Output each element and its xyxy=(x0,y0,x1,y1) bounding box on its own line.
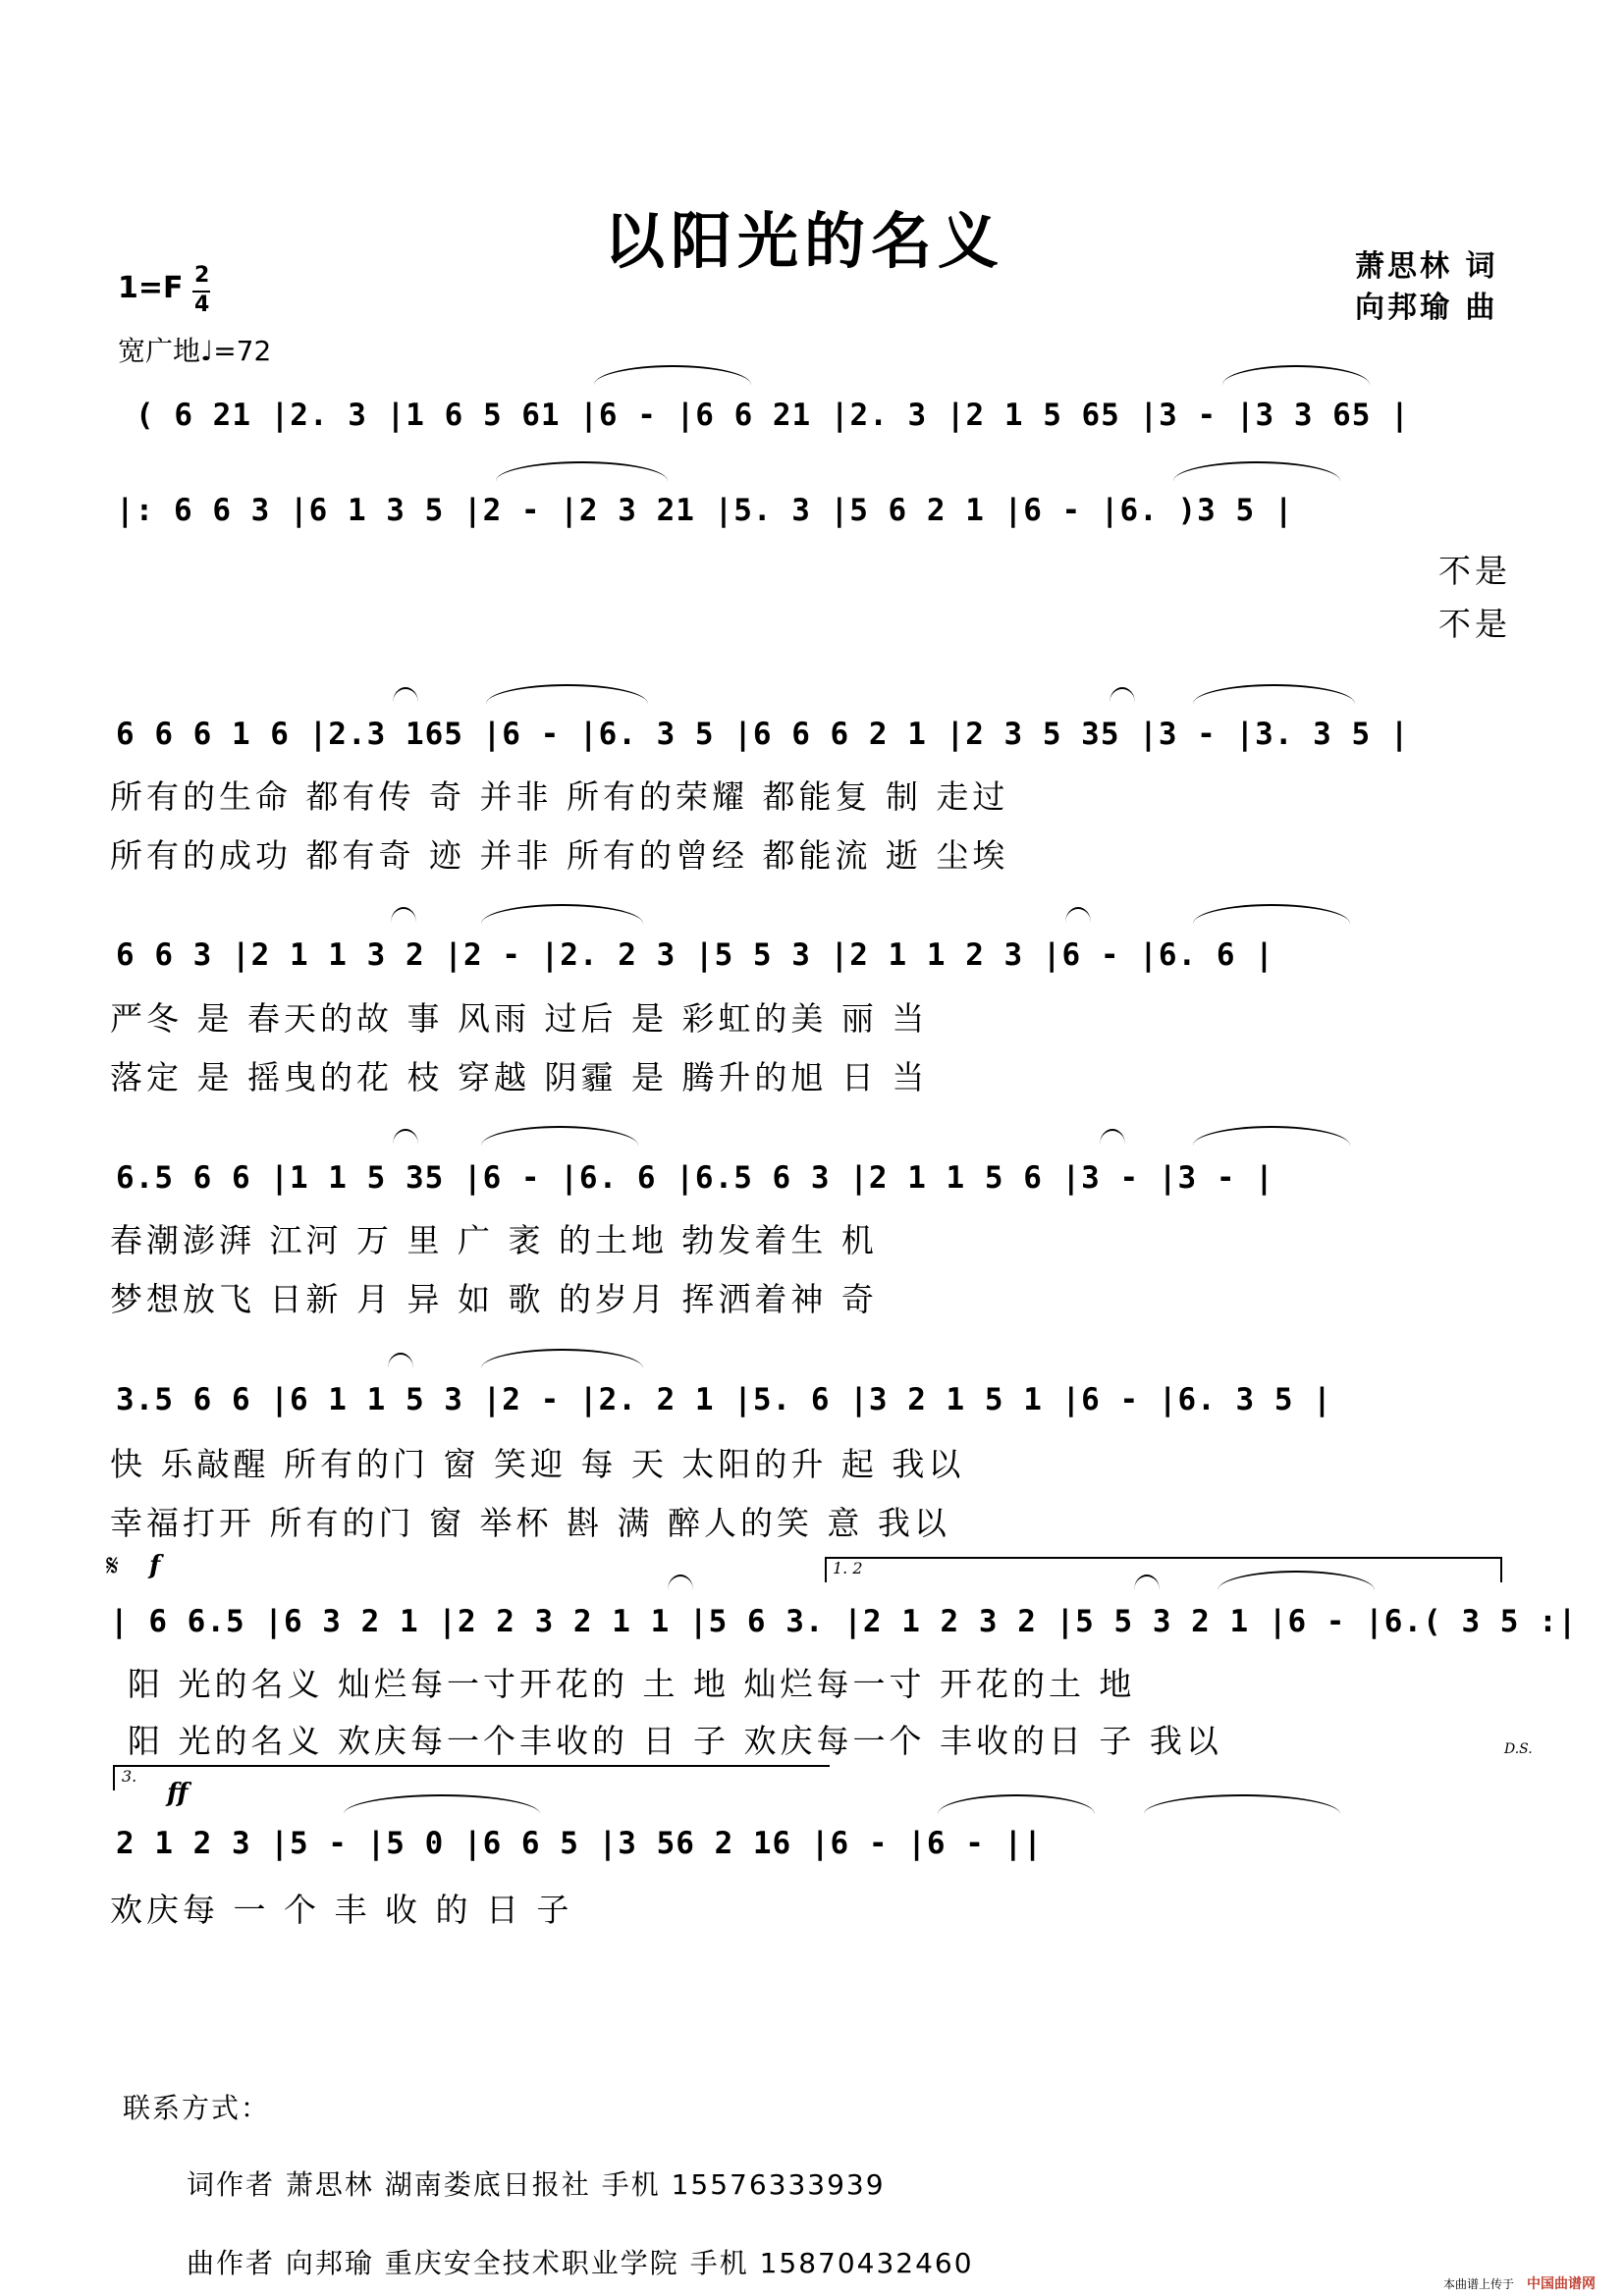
lyric-line-1: 欢庆每 一 个 丰 收 的 日 子 xyxy=(110,1891,573,1929)
lyric-line-1: 严冬 是 春天的故 事 风雨 过后 是 彩虹的美 丽 当 xyxy=(110,999,929,1038)
notation-line: | 6 6.5 |6 3 2 1 |2 2 3 2 1 1 |5 6 3. |2 1 2 3 2 |5 5 3 2 1 |6 - |6.( 3 5 :| xyxy=(110,1604,1578,1639)
notation-line: |: 6 6 3 |6 1 3 5 |2 - |2 3 21 |5. 3 |5 6 2 1 |6 - |6. )3 5 | xyxy=(116,493,1294,528)
dal-segno-mark: D.S. xyxy=(1504,1741,1533,1757)
fermata xyxy=(388,1353,413,1368)
tie-slur xyxy=(1193,904,1350,924)
lyricist-contact: 词作者 萧思林 湖南娄底日报社 手机 15576333939 xyxy=(187,2168,886,2201)
dynamic-fortissimo: ff xyxy=(167,1779,189,1808)
fermata xyxy=(391,907,416,923)
lyric-line-1: 春潮澎湃 江河 万 里 广 袤 的土地 勃发着生 机 xyxy=(110,1221,878,1259)
composer-credit: 向邦瑜 曲 xyxy=(1355,291,1498,325)
tie-slur xyxy=(486,684,648,704)
lyric-line-1: 快 乐敲醒 所有的门 窗 笑迎 每 天 太阳的升 起 我以 xyxy=(110,1445,965,1483)
notation-line: 2 1 2 3 |5 - |5 0 |6 6 5 |3 56 2 16 |6 - |6 - || xyxy=(116,1826,1043,1861)
notation-line: 3.5 6 6 |6 1 1 5 3 |2 - |2. 2 1 |5. 6 |3 2 1 5 1 |6 - |6. 3 5 | xyxy=(116,1382,1332,1417)
volta-bracket-3-left xyxy=(113,1765,115,1790)
segno-sign: 𝄋 xyxy=(106,1549,119,1583)
tie-slur xyxy=(1222,365,1370,385)
tie-slur xyxy=(1193,684,1355,704)
fermata xyxy=(393,1129,418,1145)
tie-slur xyxy=(496,461,668,481)
notation-line: 6.5 6 6 |1 1 5 35 |6 - |6. 6 |6.5 6 3 |2 1 1 5 6 |3 - |3 - | xyxy=(116,1160,1274,1196)
lyric-line-1: 不是 xyxy=(1438,552,1511,590)
dynamic-forte: f xyxy=(149,1551,161,1580)
tie-slur xyxy=(1218,1571,1375,1590)
lyric-line-2: 所有的成功 都有奇 迹 并非 所有的曾经 都能流 逝 尘埃 xyxy=(110,836,1009,875)
fermata xyxy=(668,1575,693,1590)
lyric-line-2: 落定 是 摇曳的花 枝 穿越 阴霾 是 腾升的旭 日 当 xyxy=(110,1058,929,1096)
composer-contact: 曲作者 向邦瑜 重庆安全技术职业学院 手机 15870432460 xyxy=(187,2247,974,2279)
notation-line: ( 6 21 |2. 3 |1 6 5 61 |6 - |6 6 21 |2. 3 |2 1 5 65 |3 - |3 3 65 | xyxy=(135,398,1410,433)
fermata xyxy=(1134,1575,1160,1590)
tempo-marking: 宽广地♩=72 xyxy=(118,335,272,367)
lyric-line-1: 所有的生命 都有传 奇 并非 所有的荣耀 都能复 制 走过 xyxy=(110,777,1009,816)
tie-slur xyxy=(1193,1126,1350,1146)
notation-line: 6 6 3 |2 1 1 3 2 |2 - |2. 2 3 |5 5 3 |2 1 1 2 3 |6 - |6. 6 | xyxy=(116,937,1274,973)
volta-label-1-2: 1. 2 xyxy=(833,1559,863,1577)
tie-slur xyxy=(594,365,751,385)
fermata xyxy=(1065,907,1091,923)
volta-bracket-left xyxy=(825,1557,827,1582)
tie-slur xyxy=(481,904,643,924)
fermata xyxy=(393,687,418,703)
fermata xyxy=(1100,1129,1125,1145)
lyric-line-2: 幸福打开 所有的门 窗 举杯 斟 满 醉人的笑 意 我以 xyxy=(110,1504,950,1542)
tie-slur xyxy=(344,1794,540,1814)
volta-label-3: 3. xyxy=(122,1767,137,1786)
lyric-line-2: 梦想放飞 日新 月 异 如 歌 的岁月 挥洒着神 奇 xyxy=(110,1280,878,1318)
lyricist-credit: 萧思林 词 xyxy=(1355,249,1498,284)
volta-bracket-3 xyxy=(113,1765,830,1767)
volta-bracket-1-2 xyxy=(825,1557,1502,1559)
upload-note: 本曲谱上传于 xyxy=(1443,2277,1515,2291)
tie-slur xyxy=(481,1349,643,1368)
key-signature: 1=F xyxy=(118,271,184,305)
lyric-line-2: 不是 xyxy=(1438,605,1511,643)
time-signature-numerator: 2 xyxy=(194,263,210,288)
tie-slur xyxy=(1144,1794,1340,1814)
time-signature-denominator: 4 xyxy=(194,293,210,317)
tie-slur xyxy=(481,1126,638,1146)
lyric-line-1: 阳 光的名义 灿烂每一寸开花的 土 地 灿烂每一寸 开花的土 地 xyxy=(128,1665,1136,1703)
contact-heading: 联系方式： xyxy=(123,2092,271,2124)
tie-slur xyxy=(1173,461,1340,481)
notation-line: 6 6 6 1 6 |2.3 165 |6 - |6. 3 5 |6 6 6 2 1 |2 3 5 35 |3 - |3. 3 5 | xyxy=(116,717,1410,752)
page-title: 以阳光的名义 xyxy=(604,205,1005,277)
tie-slur xyxy=(938,1794,1095,1814)
fermata xyxy=(1110,687,1135,703)
volta-bracket-right xyxy=(1500,1557,1502,1582)
lyric-line-2: 阳 光的名义 欢庆每一个丰收的 日 子 欢庆每一个 丰收的日 子 我以 xyxy=(128,1722,1222,1760)
site-logo: 中国曲谱网 xyxy=(1527,2276,1596,2292)
